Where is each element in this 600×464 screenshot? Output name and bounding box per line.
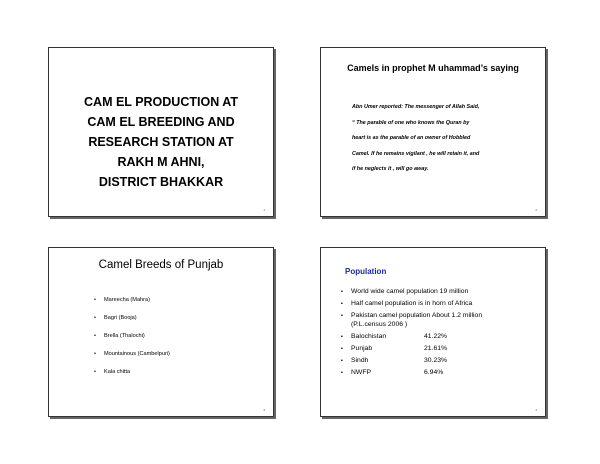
- list-item: • Mareecha (Mahra): [94, 297, 170, 315]
- item-text: Punjab: [351, 344, 373, 352]
- item-value: 6.94%: [424, 369, 444, 377]
- quote-line: Abn Umer reported: The messenger of Allah Said,: [352, 104, 480, 110]
- slide-3: [48, 247, 274, 417]
- page-number: 2: [535, 208, 537, 212]
- list-item: • Brella (Thalochi): [94, 333, 170, 351]
- item-text: Pakistan camel population About 1.2 million: [351, 312, 483, 320]
- item-text: NWFP: [351, 369, 372, 377]
- quote-block: [352, 100, 537, 178]
- title-line: DISTRICT BHAKKAR: [98, 175, 224, 189]
- quote-line: Camel. If he remains vigilant , he will retain it, and: [352, 150, 480, 157]
- population-list: [341, 288, 482, 381]
- list-item: • Mountainous (Cambelpuri): [94, 351, 170, 369]
- item-text: Balochistan: [351, 332, 387, 340]
- item-text: Half camel population is in horn of Africa: [351, 300, 473, 308]
- slide-1-title: [59, 92, 263, 192]
- item-text: World wide camel population 19 million: [351, 288, 469, 295]
- title-line: RAKH M AHNI,: [117, 155, 205, 169]
- slide-1: [48, 47, 274, 217]
- list-item: [341, 357, 482, 366]
- quote-line: “ The parable of one who knows the Quran by: [352, 119, 470, 126]
- slide-4: [320, 247, 546, 417]
- title-line: RESEARCH STATION AT: [88, 135, 234, 149]
- quote-line: heart is as the parable of an owner of Hobbled: [352, 135, 471, 141]
- title-line: CAM EL BREEDING AND: [87, 115, 235, 129]
- quote-line: if he neglects it , will go away.: [352, 166, 429, 172]
- list-item: [341, 369, 482, 378]
- list-item: [341, 312, 482, 329]
- page-number: 4: [535, 408, 537, 412]
- breed-list: [94, 297, 170, 387]
- list-item: • Kala chitta: [94, 369, 170, 387]
- item-value: 41.22%: [424, 332, 448, 340]
- item-value: 21.61%: [424, 344, 448, 352]
- slide-2: [320, 47, 546, 217]
- list-item: • Bagri (Booja): [94, 315, 170, 333]
- list-item: [341, 288, 482, 297]
- list-item: [341, 345, 482, 354]
- slide-3-heading: Camel Breeds of Punjab: [98, 259, 224, 271]
- item-value: 30.23%: [424, 357, 448, 365]
- list-item: [341, 300, 482, 309]
- page-number: 3: [263, 408, 265, 412]
- item-continuation: (P.L.census 2006 ): [351, 320, 408, 328]
- page-number: 1: [263, 208, 265, 212]
- slide-2-heading: Camels in prophet M uhammad’s saying: [347, 63, 519, 73]
- title-line: CAM EL PRODUCTION AT: [84, 95, 238, 109]
- slide-4-heading: Population: [345, 267, 387, 276]
- item-text: Sindh: [351, 357, 369, 365]
- list-item: [341, 333, 482, 342]
